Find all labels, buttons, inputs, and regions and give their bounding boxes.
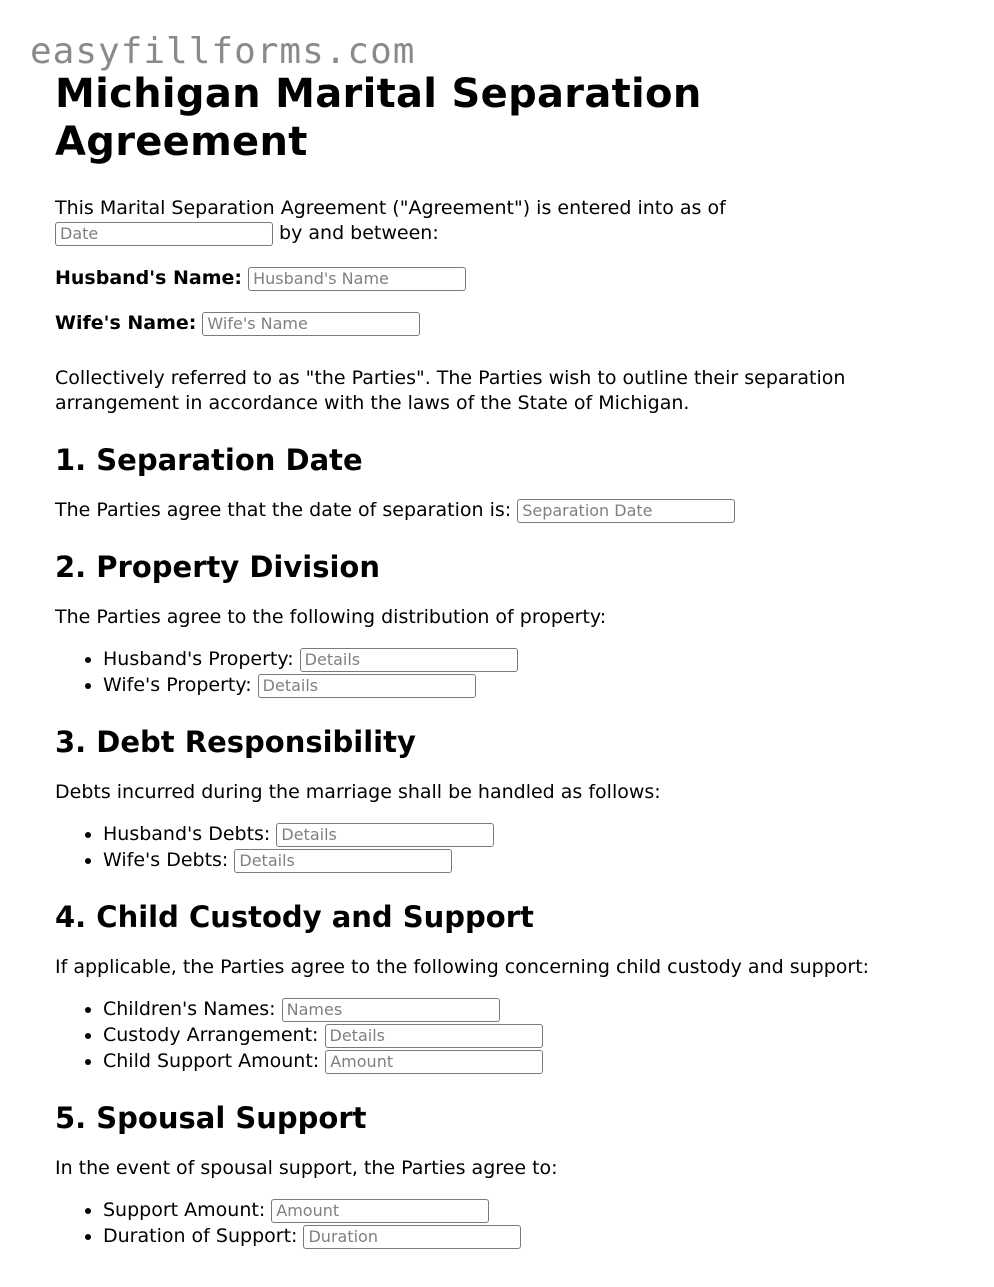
separation-date-text: The Parties agree that the date of separation is: [55, 499, 512, 521]
section-title-property-division: 2. Property Division [55, 550, 380, 584]
child-support-amount-label: Child Support Amount: [103, 1050, 320, 1072]
husband-property-input[interactable] [300, 648, 518, 672]
intro-text: This Marital Separation Agreement ("Agreement") is entered into as of [55, 197, 726, 219]
list-item [103, 647, 955, 672]
children-names-input[interactable] [282, 998, 500, 1022]
wife-name-label: Wife's Name: [55, 312, 197, 334]
separation-date-input[interactable] [517, 499, 735, 523]
husband-name-input[interactable] [248, 267, 466, 291]
list-item [103, 1198, 955, 1223]
section-title-spousal-support: 5. Spousal Support [55, 1101, 367, 1135]
list-item [103, 1224, 955, 1249]
husband-property-label: Husband's Property: [103, 648, 294, 670]
list-item [103, 848, 955, 873]
husband-name-label: Husband's Name: [55, 267, 243, 289]
list-item [103, 673, 955, 698]
wife-property-input[interactable] [258, 674, 476, 698]
husband-debts-input[interactable] [276, 823, 494, 847]
support-amount-input[interactable] [271, 1199, 489, 1223]
custody-arrangement-input[interactable] [325, 1024, 543, 1048]
list-item [103, 997, 955, 1022]
collective-paragraph: Collectively referred to as "the Parties". The Parties wish to outline their separation arrangement in accordance with the laws of the State of Michigan. [55, 367, 846, 414]
wife-name-input[interactable] [202, 312, 420, 336]
support-duration-input[interactable] [303, 1225, 521, 1249]
section-title-debt-responsibility: 3. Debt Responsibility [55, 725, 416, 759]
spousal-text: In the event of spousal support, the Parties agree to: [55, 1157, 558, 1179]
watermark: easyfillforms.com [30, 31, 416, 72]
wife-debts-input[interactable] [234, 849, 452, 873]
custody-list [55, 997, 955, 1074]
agreement-date-input[interactable] [55, 222, 273, 246]
property-list [55, 647, 955, 698]
support-amount-label: Support Amount: [103, 1199, 266, 1221]
section-title-separation-date: 1. Separation Date [55, 443, 363, 477]
intro-text-after: by and between: [279, 222, 439, 244]
husband-debts-label: Husband's Debts: [103, 823, 271, 845]
debt-list [55, 822, 955, 873]
intro-paragraph [55, 196, 955, 246]
child-support-amount-input[interactable] [325, 1050, 543, 1074]
list-item [103, 1023, 955, 1048]
children-names-label: Children's Names: [103, 998, 276, 1020]
custody-text: If applicable, the Parties agree to the following concerning child custody and support: [55, 956, 870, 978]
property-text: The Parties agree to the following distribution of property: [55, 606, 607, 628]
wife-property-label: Wife's Property: [103, 674, 252, 696]
separation-date-row [55, 498, 955, 523]
spousal-list [55, 1198, 955, 1249]
wife-name-row [55, 311, 955, 336]
list-item [103, 822, 955, 847]
page-title: Michigan Marital Separation Agreement [55, 71, 702, 165]
debt-text: Debts incurred during the marriage shall be handled as follows: [55, 781, 661, 803]
custody-arrangement-label: Custody Arrangement: [103, 1024, 319, 1046]
section-title-child-custody: 4. Child Custody and Support [55, 900, 534, 934]
wife-debts-label: Wife's Debts: [103, 849, 229, 871]
support-duration-label: Duration of Support: [103, 1225, 298, 1247]
list-item [103, 1049, 955, 1074]
document-page [55, 70, 955, 1250]
husband-name-row [55, 266, 955, 291]
